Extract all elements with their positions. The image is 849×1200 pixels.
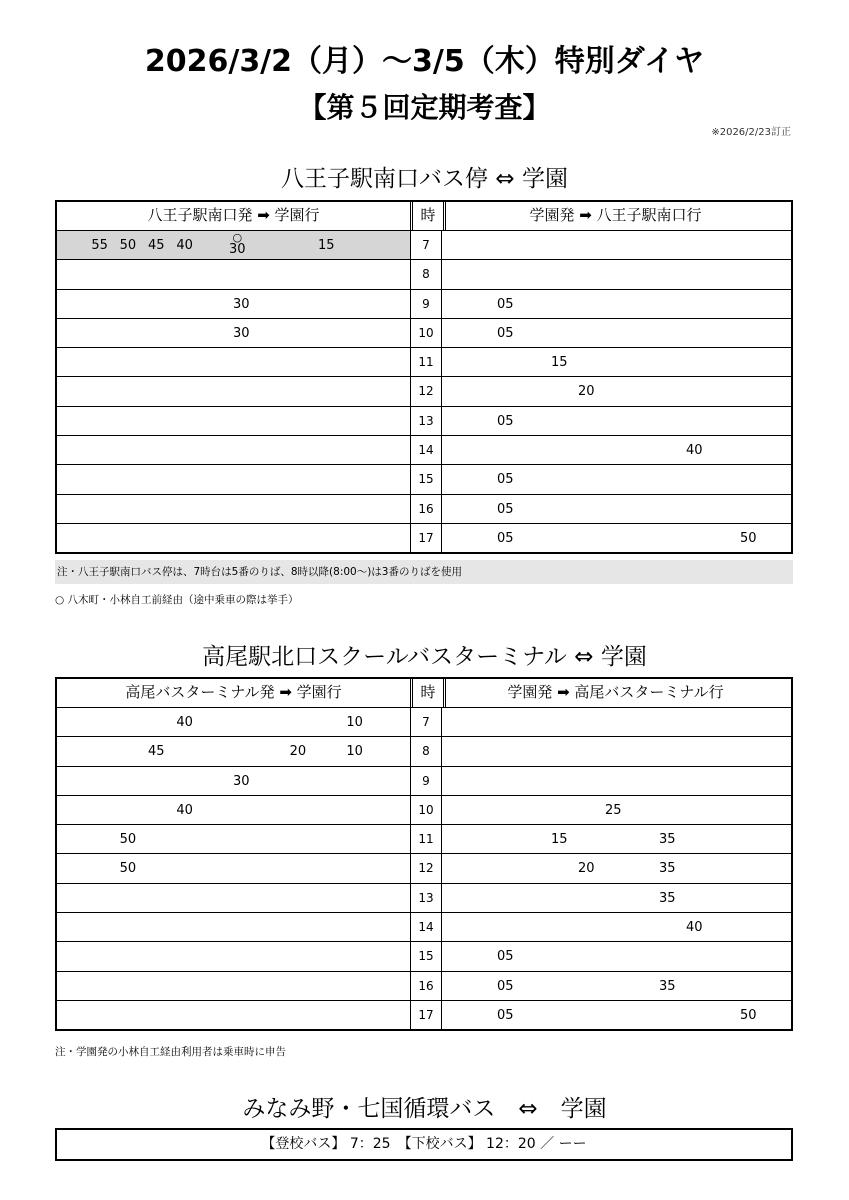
hour-label: 9 — [410, 290, 442, 318]
departures-from-school — [440, 465, 791, 493]
departures-from-school — [440, 767, 791, 795]
hour-label: 17 — [410, 524, 442, 552]
note-kobayashi: 注・学園発の小林自工経由利用者は乗車時に申告 — [55, 1046, 286, 1058]
departures-from-school — [440, 348, 791, 376]
table-row — [57, 435, 791, 464]
departures-from-school — [440, 260, 791, 288]
hour-label: 7 — [410, 231, 442, 259]
table-row — [57, 289, 791, 318]
departure-minute: 25 — [605, 802, 622, 818]
departure-minute: 20 — [578, 384, 595, 400]
timetable-takao — [55, 677, 793, 1031]
departures-from-school — [440, 407, 791, 435]
col-header-right: 学園発 ➡ 高尾バスターミナル行 — [507, 683, 724, 701]
departures-from-school — [440, 231, 791, 259]
hour-label: 11 — [410, 348, 442, 376]
departure-minute: 35 — [659, 890, 676, 906]
hour-label: 9 — [410, 767, 442, 795]
hour-label: 10 — [410, 319, 442, 347]
departure-minute: 05 — [497, 325, 514, 341]
departures-to-school — [57, 737, 410, 765]
departure-minute: 15 — [551, 832, 568, 848]
departures-to-school — [57, 524, 410, 552]
table-row — [57, 230, 791, 259]
table-row — [57, 971, 791, 1000]
departures-from-school — [440, 825, 791, 853]
page-title: 2026/3/2（月）～3/5（木）特別ダイヤ — [144, 44, 705, 79]
table-header-row — [57, 202, 791, 230]
departure-minute: 05 — [497, 472, 514, 488]
departure-minute: 40 — [176, 238, 193, 253]
departure-minute: 05 — [497, 530, 514, 546]
departure-minute: 40 — [686, 443, 703, 459]
departure-minute: 10 — [346, 715, 363, 730]
hour-label: 11 — [410, 825, 442, 853]
page-subtitle: 【第５回定期考査】 — [298, 91, 551, 124]
col-header-hour: 時 — [410, 202, 446, 230]
departures-to-school — [57, 942, 410, 970]
departure-minute: 40 — [176, 802, 193, 818]
departure-minute: 45 — [148, 238, 165, 253]
departure-minute: 15 — [318, 238, 335, 253]
departures-to-school — [57, 407, 410, 435]
table-row — [57, 941, 791, 970]
departures-to-school — [57, 231, 410, 259]
departures-from-school — [440, 737, 791, 765]
table-row — [57, 1000, 791, 1029]
minute-text: 30 — [229, 242, 246, 257]
departure-minute: 45 — [148, 744, 165, 760]
hour-label: 8 — [410, 260, 442, 288]
hour-label: 16 — [410, 972, 442, 1000]
table-row — [57, 853, 791, 882]
section2-title: 高尾駅北口スクールバスターミナル ⇔ 学園 — [202, 644, 647, 670]
table-row — [57, 824, 791, 853]
departures-from-school — [440, 972, 791, 1000]
departure-minute — [229, 232, 246, 257]
note-route-circle: ○ 八木町・小林自工前経由（途中乗車の際は挙手） — [55, 594, 299, 606]
departure-minute: 50 — [119, 832, 137, 848]
departures-from-school — [440, 377, 791, 405]
note-bus-stop: 注・八王子駅南口バス停は、7時台は5番のりば、8時以降(8:00～)は3番のりばを使用 — [55, 560, 793, 584]
col-header-left: 八王子駅南口発 ➡ 学園行 — [147, 206, 320, 224]
hour-label: 15 — [410, 942, 442, 970]
hour-label: 13 — [410, 407, 442, 435]
hour-label: 12 — [410, 854, 442, 882]
departure-minute: 05 — [497, 949, 514, 965]
hour-label: 15 — [410, 465, 442, 493]
table-row — [57, 736, 791, 765]
departures-from-school — [440, 913, 791, 941]
departures-from-school — [440, 796, 791, 824]
departure-minute: 50 — [119, 861, 137, 877]
departures-to-school — [57, 377, 410, 405]
departure-minute: 35 — [659, 861, 676, 877]
departures-to-school — [57, 972, 410, 1000]
departure-minute: 30 — [233, 325, 250, 341]
departures-to-school — [57, 1001, 410, 1029]
table-row — [57, 318, 791, 347]
departures-to-school — [57, 708, 410, 736]
departure-minute: 20 — [578, 861, 595, 877]
departures-from-school — [440, 1001, 791, 1029]
table-row — [57, 494, 791, 523]
table-row — [57, 464, 791, 493]
hour-label: 7 — [410, 708, 442, 736]
table-row — [57, 406, 791, 435]
departure-minute: 30 — [233, 773, 250, 789]
departures-from-school — [440, 290, 791, 318]
section1-title: 八王子駅南口バス停 ⇔ 学園 — [281, 166, 568, 192]
departure-minute: 20 — [289, 744, 307, 760]
hour-label: 14 — [410, 913, 442, 941]
departures-from-school — [440, 942, 791, 970]
departures-from-school — [440, 495, 791, 523]
departure-minute: 05 — [497, 1007, 514, 1023]
hour-label: 16 — [410, 495, 442, 523]
hour-label: 12 — [410, 377, 442, 405]
departure-minute: 55 — [91, 238, 108, 253]
departure-minute: 30 — [233, 296, 250, 312]
hour-label: 14 — [410, 436, 442, 464]
departures-to-school — [57, 884, 410, 912]
section3-title: みなみ野・七国循環バス ⇔ 学園 — [242, 1096, 607, 1122]
departures-to-school — [57, 767, 410, 795]
departure-minute: 50 — [740, 1007, 757, 1023]
timetable-hachioji — [55, 200, 793, 554]
departures-to-school — [57, 436, 410, 464]
hour-label: 10 — [410, 796, 442, 824]
departures-to-school — [57, 825, 410, 853]
hour-label: 17 — [410, 1001, 442, 1029]
departures-to-school — [57, 348, 410, 376]
departure-minute: 35 — [659, 832, 676, 848]
table-row — [57, 912, 791, 941]
departures-to-school — [57, 260, 410, 288]
table-row — [57, 347, 791, 376]
departure-minute: 15 — [551, 355, 568, 371]
departures-to-school — [57, 495, 410, 523]
loop-bus-schedule: 【登校バス】 7：25 【下校バス】 12：20 ／ ーー — [55, 1128, 793, 1161]
departures-from-school — [440, 854, 791, 882]
table-row — [57, 376, 791, 405]
revision-note: ※2026/2/23訂正 — [711, 127, 791, 138]
departures-from-school — [440, 524, 791, 552]
departure-minute: 05 — [497, 296, 514, 312]
departure-minute: 05 — [497, 501, 514, 517]
departures-to-school — [57, 913, 410, 941]
departure-minute: 35 — [659, 978, 676, 994]
departure-minute: 40 — [686, 920, 703, 936]
departure-minute: 50 — [119, 238, 137, 253]
departures-from-school — [440, 884, 791, 912]
table-row — [57, 523, 791, 552]
departures-from-school — [440, 436, 791, 464]
col-header-right: 学園発 ➡ 八王子駅南口行 — [529, 206, 702, 224]
table-row — [57, 766, 791, 795]
col-header-left: 高尾バスターミナル発 ➡ 学園行 — [125, 683, 342, 701]
hour-label: 13 — [410, 884, 442, 912]
departures-to-school — [57, 290, 410, 318]
table-header-row — [57, 679, 791, 707]
hour-label: 8 — [410, 737, 442, 765]
col-header-hour: 時 — [410, 679, 446, 707]
departures-from-school — [440, 319, 791, 347]
departures-to-school — [57, 465, 410, 493]
departures-to-school — [57, 796, 410, 824]
departure-minute: 50 — [740, 530, 757, 546]
departure-minute: 10 — [346, 744, 363, 760]
table-row — [57, 883, 791, 912]
table-row — [57, 259, 791, 288]
table-row — [57, 707, 791, 736]
departure-minute: 40 — [176, 715, 193, 730]
departures-from-school — [440, 708, 791, 736]
departures-to-school — [57, 854, 410, 882]
departures-to-school — [57, 319, 410, 347]
departure-minute: 05 — [497, 978, 514, 994]
table-row — [57, 795, 791, 824]
departure-minute: 05 — [497, 413, 514, 429]
route-circle-mark: ○ — [232, 231, 243, 244]
